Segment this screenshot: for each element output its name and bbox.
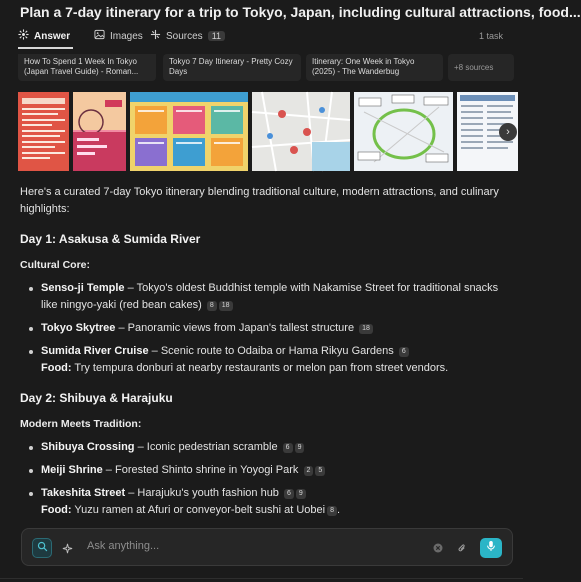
image-thumb-3[interactable] xyxy=(130,92,248,171)
day-1-heading: Day 1: Asakusa & Sumida River xyxy=(20,232,201,246)
page-title: Plan a 7-day itinerary for a trip to Tokyo, Japan, including cultural attractions, food... xyxy=(20,4,581,20)
tab-answer-label: Answer xyxy=(34,30,71,42)
source-card[interactable] xyxy=(163,54,301,81)
food-text: Try tempura donburi at nearby restaurants or melon pan from street vendors. xyxy=(71,362,449,374)
tab-answer[interactable] xyxy=(18,29,70,43)
intro-paragraph: Here's a curated 7-day Tokyo itinerary blending traditional culture, modern attractions, and culinary highlights: xyxy=(20,186,499,215)
list-item xyxy=(28,280,510,314)
attach-icon[interactable] xyxy=(454,540,470,556)
more-sources-label: +8 sources xyxy=(454,63,494,72)
item-title: Senso-ji Temple xyxy=(41,282,125,294)
item-desc: – Scenic route to Odaiba or Hama Rikyu Gardens xyxy=(148,345,394,357)
tab-sources[interactable] xyxy=(150,29,225,43)
dismiss-icon[interactable] xyxy=(430,540,446,556)
sources-icon xyxy=(150,29,161,43)
answer-icon xyxy=(18,29,29,43)
citation-badge[interactable]: 2 xyxy=(304,466,314,476)
source-card-title: Tokyo 7 Day Itinerary - Pretty Cozy Days xyxy=(169,57,293,76)
tab-sources-label: Sources xyxy=(166,30,203,42)
day-1-list xyxy=(20,280,510,377)
result-tabs xyxy=(18,29,513,45)
item-title: Tokyo Skytree xyxy=(41,322,116,334)
citation-badge[interactable]: 9 xyxy=(295,443,305,453)
task-count-label[interactable]: 1 task xyxy=(478,31,503,41)
ask-input[interactable]: Ask anything... xyxy=(87,540,160,552)
source-card-title: How To Spend 1 Week In Tokyo (Japan Travel Guide) - Roman... xyxy=(24,57,139,76)
item-desc: – Tokyo's oldest Buddhist temple with Nakamise Street for traditional snacks like ningyo-yaki (red bean cakes) xyxy=(41,282,499,311)
tab-images-label: Images xyxy=(110,30,143,42)
sources-count-badge: 11 xyxy=(208,31,225,41)
citation-badge[interactable]: 6 xyxy=(283,443,293,453)
citation-badge[interactable]: 6 xyxy=(284,489,294,499)
day-2-heading: Day 2: Shibuya & Harajuku xyxy=(20,391,173,405)
citation-badge[interactable]: 18 xyxy=(219,301,233,311)
image-thumb-2[interactable] xyxy=(73,92,126,171)
search-mode-button[interactable] xyxy=(32,538,52,558)
source-card[interactable] xyxy=(306,54,443,81)
item-title: Shibuya Crossing xyxy=(41,441,135,453)
item-desc: – Harajuku's youth fashion hub xyxy=(125,487,279,499)
source-card[interactable] xyxy=(18,54,156,81)
list-item xyxy=(28,439,510,456)
citation-badge[interactable]: 9 xyxy=(296,489,306,499)
image-thumb-4[interactable] xyxy=(252,92,350,171)
sparkle-icon[interactable] xyxy=(58,539,76,557)
citation-badge[interactable]: 8 xyxy=(327,506,337,516)
food-label: Food: xyxy=(41,362,72,374)
day-2-subheading: Modern Meets Tradition: xyxy=(20,418,142,430)
images-icon xyxy=(94,29,105,43)
mic-button[interactable] xyxy=(480,538,502,558)
day-2-list xyxy=(20,439,510,519)
food-label: Food: xyxy=(41,504,72,516)
citation-badge[interactable]: 18 xyxy=(359,324,373,334)
list-item xyxy=(28,320,510,337)
active-tab-indicator xyxy=(18,47,73,49)
item-desc: – Iconic pedestrian scramble xyxy=(134,441,278,453)
item-title: Takeshita Street xyxy=(41,487,126,499)
citation-badge[interactable]: 5 xyxy=(315,466,325,476)
source-card-title: Itinerary: One Week in Tokyo (2025) - The Wanderbug xyxy=(312,57,415,76)
more-sources-button[interactable] xyxy=(448,54,514,81)
image-strip xyxy=(18,92,518,172)
day-2-section xyxy=(20,391,510,519)
answer-content xyxy=(20,184,510,533)
citation-badge[interactable]: 6 xyxy=(399,347,409,357)
item-title: Meiji Shrine xyxy=(41,464,103,476)
source-cards xyxy=(18,54,513,82)
day-1-subheading: Cultural Core: xyxy=(20,259,91,271)
list-item xyxy=(28,462,510,479)
image-thumb-5[interactable] xyxy=(354,92,453,171)
item-title: Sumida River Cruise xyxy=(41,345,149,357)
ask-input-bar xyxy=(21,528,513,566)
list-item xyxy=(28,485,510,519)
list-item xyxy=(28,343,510,377)
day-1-section xyxy=(20,232,510,377)
food-text: Yuzu ramen at Afuri or conveyor-belt sushi at Uobei xyxy=(71,504,326,516)
chevron-right-icon[interactable]: › xyxy=(499,123,517,141)
food-end: . xyxy=(337,504,341,516)
tab-images[interactable] xyxy=(94,29,143,43)
search-icon xyxy=(37,539,48,557)
image-thumb-1[interactable] xyxy=(18,92,69,171)
divider xyxy=(0,578,523,579)
item-desc: – Panoramic views from Japan's tallest structure xyxy=(115,322,355,334)
item-desc: – Forested Shinto shrine in Yoyogi Park xyxy=(102,464,299,476)
citation-badge[interactable]: 8 xyxy=(207,301,217,311)
mic-icon xyxy=(486,539,496,557)
